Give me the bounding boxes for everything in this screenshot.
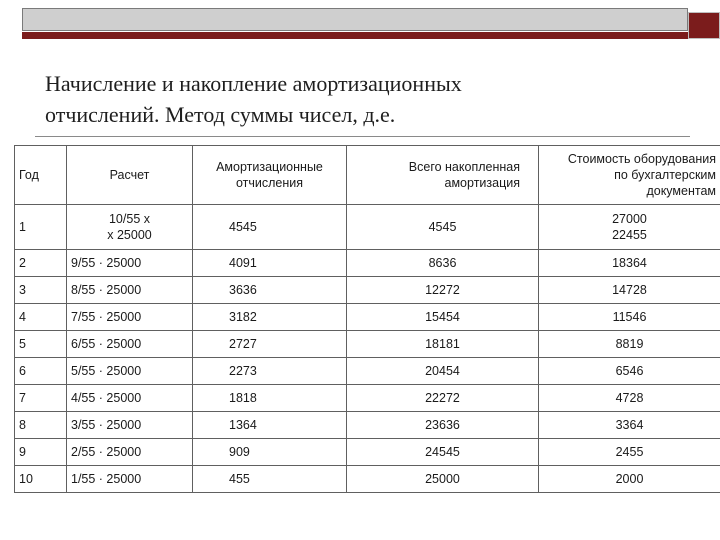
header-calc: Расчет xyxy=(67,146,193,205)
cell-accumulated: 4545 xyxy=(347,205,539,250)
table-header-row xyxy=(15,146,720,205)
cell-depreciation: 1818 xyxy=(193,385,347,412)
slide-header-decoration xyxy=(22,8,720,40)
cell-year: 9 xyxy=(15,439,67,466)
cell-book-value: 2000 xyxy=(539,466,720,493)
cell-year: 1 xyxy=(15,205,67,250)
cell-calc: 1/55 · 25000 xyxy=(67,466,193,493)
table-row xyxy=(15,331,720,358)
table-row xyxy=(15,277,720,304)
cell-calc: 6/55 · 25000 xyxy=(67,331,193,358)
cell-book-value: 3364 xyxy=(539,412,720,439)
cell-depreciation: 4091 xyxy=(193,250,347,277)
cell-calc: 9/55 · 25000 xyxy=(67,250,193,277)
table-row xyxy=(15,439,720,466)
cell-depreciation: 4545 xyxy=(193,205,347,250)
table-row xyxy=(15,358,720,385)
cell-year: 5 xyxy=(15,331,67,358)
cell-year: 8 xyxy=(15,412,67,439)
cell-accumulated: 18181 xyxy=(347,331,539,358)
cell-year: 3 xyxy=(15,277,67,304)
slide-title-line-2: отчислений. Метод суммы чисел, д.е. xyxy=(45,102,396,127)
header-red-line xyxy=(22,32,688,39)
cell-book-value: 4728 xyxy=(539,385,720,412)
table-row xyxy=(15,250,720,277)
cell-calc: 4/55 · 25000 xyxy=(67,385,193,412)
cell-accumulated: 20454 xyxy=(347,358,539,385)
cell-book-value: 27000 22455 xyxy=(539,205,720,250)
cell-book-value: 14728 xyxy=(539,277,720,304)
cell-accumulated: 24545 xyxy=(347,439,539,466)
cell-accumulated: 8636 xyxy=(347,250,539,277)
depreciation-table xyxy=(14,145,720,493)
cell-calc: 2/55 · 25000 xyxy=(67,439,193,466)
cell-depreciation: 3636 xyxy=(193,277,347,304)
cell-depreciation: 909 xyxy=(193,439,347,466)
cell-depreciation: 2727 xyxy=(193,331,347,358)
cell-accumulated: 22272 xyxy=(347,385,539,412)
cell-calc: 10/55 х х 25000 xyxy=(67,205,193,250)
cell-year: 4 xyxy=(15,304,67,331)
cell-calc: 5/55 · 25000 xyxy=(67,358,193,385)
cell-accumulated: 25000 xyxy=(347,466,539,493)
cell-year: 6 xyxy=(15,358,67,385)
slide-title xyxy=(45,68,685,130)
title-divider xyxy=(35,136,690,137)
header-year: Год xyxy=(15,146,67,205)
cell-depreciation: 2273 xyxy=(193,358,347,385)
header-depreciation: Амортизационные отчисления xyxy=(193,146,347,205)
table-row xyxy=(15,304,720,331)
cell-book-value: 2455 xyxy=(539,439,720,466)
cell-book-value: 8819 xyxy=(539,331,720,358)
header-accumulated: Всего накопленная амортизация xyxy=(347,146,539,205)
cell-depreciation: 3182 xyxy=(193,304,347,331)
cell-accumulated: 12272 xyxy=(347,277,539,304)
cell-year: 10 xyxy=(15,466,67,493)
table-row xyxy=(15,466,720,493)
cell-calc: 8/55 · 25000 xyxy=(67,277,193,304)
cell-year: 7 xyxy=(15,385,67,412)
slide-title-line-1: Начисление и накопление амортизационных xyxy=(45,71,462,96)
table-row xyxy=(15,385,720,412)
cell-depreciation: 455 xyxy=(193,466,347,493)
cell-book-value: 11546 xyxy=(539,304,720,331)
cell-calc: 7/55 · 25000 xyxy=(67,304,193,331)
cell-year: 2 xyxy=(15,250,67,277)
header-grey-bar xyxy=(22,8,688,31)
cell-calc: 3/55 · 25000 xyxy=(67,412,193,439)
cell-book-value: 6546 xyxy=(539,358,720,385)
table-row xyxy=(15,205,720,250)
cell-depreciation: 1364 xyxy=(193,412,347,439)
cell-accumulated: 23636 xyxy=(347,412,539,439)
cell-book-value: 18364 xyxy=(539,250,720,277)
header-square-frame xyxy=(688,12,720,39)
table-row xyxy=(15,412,720,439)
header-book-value: Стоимость оборудования по бухгалтерским документам xyxy=(539,146,720,205)
cell-accumulated: 15454 xyxy=(347,304,539,331)
